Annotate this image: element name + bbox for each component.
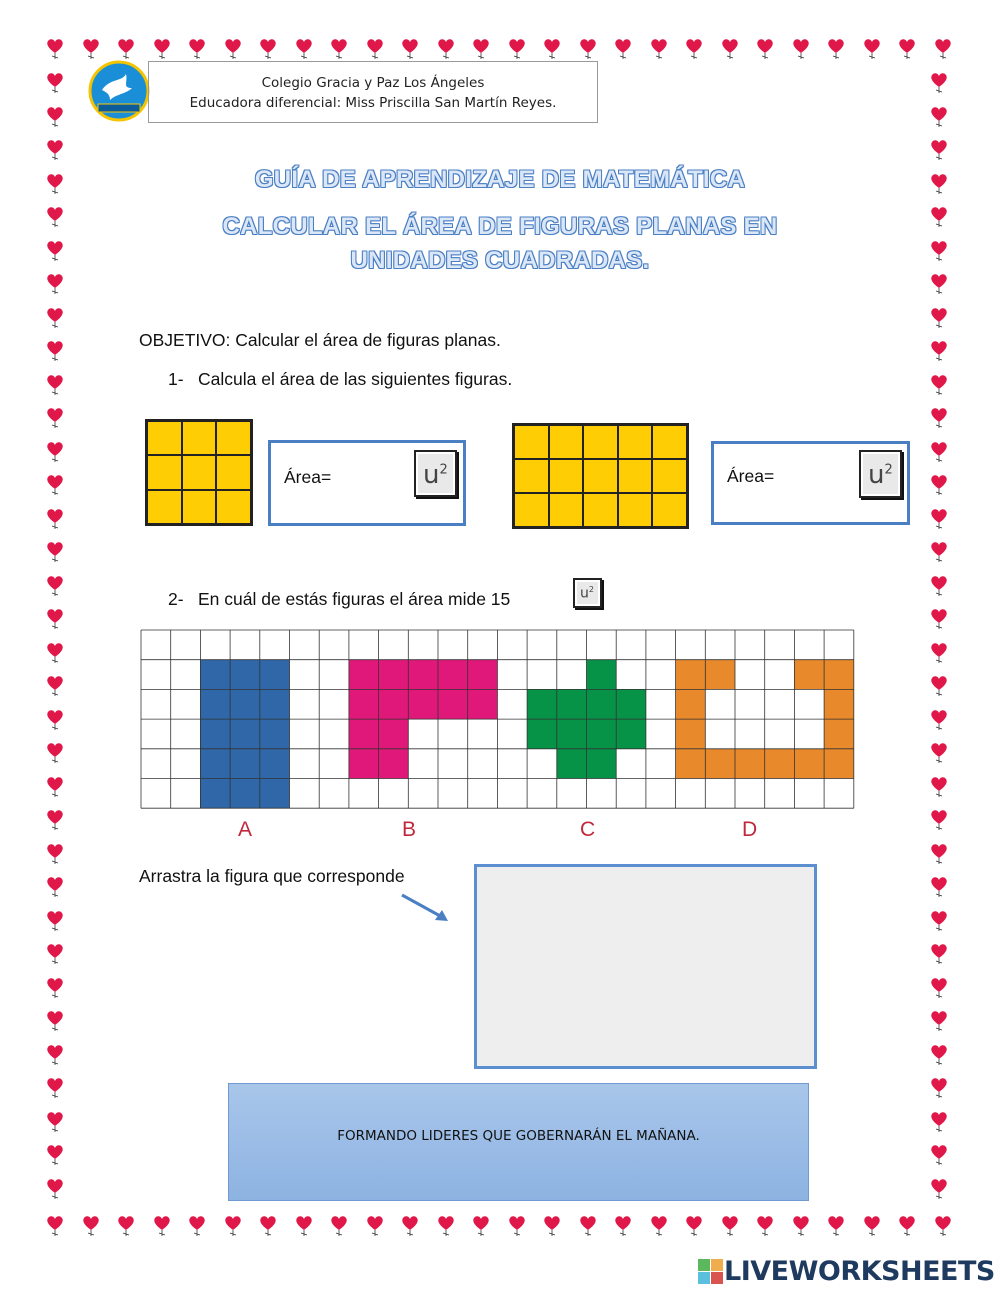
shape-a-cell [200,719,230,749]
shape-b-cell [438,660,468,690]
liveworksheets-logo-icon [698,1259,724,1285]
heart-icon [930,273,948,295]
heart-icon [46,910,64,932]
heart-icon [437,38,455,60]
heart-icon [930,307,948,329]
heart-icon [543,38,561,60]
unit-cell [652,493,687,527]
heart-icon [508,1215,526,1237]
heart-icon [930,943,948,965]
heart-icon [756,38,774,60]
shape-a-cell [200,749,230,779]
heart-icon [153,1215,171,1237]
question2-number: 2- [168,589,184,609]
heart-icon [188,38,206,60]
heart-icon [46,943,64,965]
question1-text: Calcula el área de las siguientes figuras. [198,369,513,389]
unit-square-badge-1 [414,450,457,497]
footer-text: FORMANDO LIDERES QUE GOBERNARÁN EL MAÑANA. [337,1128,700,1144]
shape-d-cell [824,749,854,779]
heart-icon [46,809,64,831]
heart-icon [46,1010,64,1032]
heart-icon [863,38,881,60]
heart-icon [930,709,948,731]
shape-c-cell [587,660,617,690]
heart-icon [46,709,64,731]
arrow-right-down-icon [398,890,454,926]
heart-icon [259,1215,277,1237]
shape-b-cell [379,719,409,749]
shape-a-cell [230,749,260,779]
heart-icon [46,876,64,898]
shape-d-cell [824,689,854,719]
heart-icon [792,1215,810,1237]
heart-icon [930,575,948,597]
heart-icon [46,642,64,664]
heart-icon [930,742,948,764]
heart-icon [930,977,948,999]
heart-icon [543,1215,561,1237]
heart-icon [366,1215,384,1237]
heart-icon [82,1215,100,1237]
shape-c-cell [587,719,617,749]
drop-zone[interactable] [474,864,817,1069]
heart-icon [930,474,948,496]
school-header [148,61,598,123]
heart-icon [46,474,64,496]
shape-a-cell [230,719,260,749]
shape-c-cell [527,719,557,749]
heart-icon [614,1215,632,1237]
heart-icon [46,106,64,128]
shape-c-cell [587,689,617,719]
heart-icon [153,38,171,60]
heart-icon [930,1010,948,1032]
heart-icon [721,38,739,60]
shape-d-cell [824,719,854,749]
shape-d-cell [824,660,854,690]
shape-d-cell [676,719,706,749]
shape-c-cell [616,689,646,719]
shape-d-cell [794,749,824,779]
heart-icon [930,340,948,362]
unit-cell [514,459,549,493]
unit-cell [583,459,618,493]
unit-cell [549,459,584,493]
unit-square-badge-2 [859,450,902,498]
shape-c-cell [557,719,587,749]
unit-exponent-1: 2 [439,462,448,478]
heart-icon [46,776,64,798]
heart-icon [930,1077,948,1099]
heart-icon [82,38,100,60]
shape-a-cell [260,660,290,690]
drag-instruction: Arrastra la figura que corresponde [139,866,405,886]
unit-cell [583,493,618,527]
heart-icon [46,441,64,463]
heart-icon [188,1215,206,1237]
heart-icon [930,106,948,128]
unit-cell [147,421,182,455]
heart-icon [930,876,948,898]
unit-letter-2: u [868,460,885,490]
heart-icon [930,1111,948,1133]
heart-icon [224,38,242,60]
unit-cell [583,425,618,459]
heart-icon [685,1215,703,1237]
unit-letter-1: u [423,460,440,490]
brand-name: LIVEWORKSHEETS [724,1256,995,1287]
school-name: Colegio Gracia y Paz Los Ángeles [261,75,485,91]
unit-cell [618,459,653,493]
shape-d-cell [676,689,706,719]
heart-icon [46,541,64,563]
unit-cell [182,421,217,455]
heart-icon [46,608,64,630]
heart-icon [295,38,313,60]
heart-icon [827,1215,845,1237]
square-figure-3x3 [145,419,253,526]
teacher-name: Educadora diferencial: Miss Priscilla San Martín Reyes. [189,95,557,111]
unit-cell [514,425,549,459]
shape-b-cell [379,749,409,779]
shape-b-cell [408,660,438,690]
objective-text: OBJETIVO: Calcular el área de figuras planas. [139,330,501,350]
shape-c-cell [557,689,587,719]
heart-icon [330,38,348,60]
shape-b-cell [438,689,468,719]
page-subtitle-line1: CALCULAR EL ÁREA DE FIGURAS PLANAS EN [222,213,778,240]
shape-a-cell [260,689,290,719]
shape-b-cell [468,689,498,719]
unit-cell [514,493,549,527]
unit-cell [147,490,182,524]
shape-d-cell [735,749,765,779]
option-letter-c: C [580,818,596,841]
question2-text: En cuál de estás figuras el área mide 15 [198,589,511,609]
heart-icon [930,675,948,697]
heart-icon [224,1215,242,1237]
heart-icon [46,575,64,597]
heart-icon [930,441,948,463]
shape-b-cell [349,719,379,749]
unit-cell [182,490,217,524]
heart-icon [934,1215,952,1237]
heart-icon [472,38,490,60]
heart-icon [46,374,64,396]
heart-icon [46,273,64,295]
shape-a-cell [260,779,290,809]
shape-b-cell [349,660,379,690]
unit-cell [216,421,251,455]
heart-icon [930,910,948,932]
heart-icon [579,1215,597,1237]
shape-d-cell [705,660,735,690]
unit-cell [618,493,653,527]
heart-icon [117,1215,135,1237]
shape-d-cell [765,749,795,779]
shape-c-cell [616,719,646,749]
area-answer-box-2[interactable] [711,441,910,525]
shape-b-cell [379,689,409,719]
heart-icon [930,508,948,530]
shape-d-cell [705,749,735,779]
heart-icon [898,1215,916,1237]
heart-icon [401,1215,419,1237]
heart-icon [330,1215,348,1237]
heart-icon [46,1044,64,1066]
heart-icon [46,742,64,764]
shape-a-cell [200,689,230,719]
area-label-2: Área= [727,466,775,486]
heart-icon [930,843,948,865]
dove-logo-icon [88,60,150,122]
question1-number: 1- [168,369,184,389]
shape-a-cell [230,689,260,719]
heart-icon [46,977,64,999]
heart-icon [614,38,632,60]
heart-icon [46,1077,64,1099]
shape-b-cell [349,689,379,719]
rectangle-figure-3x5 [512,423,689,529]
shape-c-cell [557,749,587,779]
heart-icon [46,1111,64,1133]
unit-cell [549,493,584,527]
heart-icon [46,340,64,362]
shape-a-cell [230,660,260,690]
heart-icon [46,1215,64,1237]
heart-icon [650,38,668,60]
area-answer-box-1[interactable] [268,440,466,526]
heart-icon [930,608,948,630]
heart-icon [930,776,948,798]
liveworksheets-brand [698,1256,995,1287]
heart-icon [46,1144,64,1166]
unit-cell [182,455,217,489]
heart-icon [930,809,948,831]
heart-icon [930,407,948,429]
unit-exponent-q2: 2 [588,585,594,594]
heart-icon [366,38,384,60]
shape-a-cell [230,779,260,809]
heart-icon [898,38,916,60]
option-letter-a: A [238,818,253,841]
shape-b-cell [408,689,438,719]
page-title: GUÍA DE APRENDIZAJE DE MATEMÁTICA [254,166,746,193]
heart-icon [685,38,703,60]
heart-icon [930,541,948,563]
shape-b-cell [349,749,379,779]
option-letter-b: B [402,818,417,841]
shapes-grid [140,629,856,809]
shape-b-cell [379,660,409,690]
heart-icon [46,508,64,530]
heart-icon [827,38,845,60]
heart-icon [401,38,419,60]
shape-a-cell [200,779,230,809]
shape-a-cell [260,749,290,779]
heart-icon [117,38,135,60]
heart-icon [508,38,526,60]
heart-icon [46,307,64,329]
heart-icon [930,642,948,664]
heart-icon [46,38,64,60]
heart-icon [930,374,948,396]
heart-icon [46,675,64,697]
area-label-1: Área= [284,467,332,487]
unit-letter-q2: u [580,585,589,602]
heart-icon [579,38,597,60]
unit-cell [652,425,687,459]
shape-c-cell [527,689,557,719]
heart-icon [259,38,277,60]
unit-cell [652,459,687,493]
shape-b-cell [468,660,498,690]
shape-d-cell [676,660,706,690]
heart-icon [437,1215,455,1237]
shape-a-cell [200,660,230,690]
heart-icon [295,1215,313,1237]
heart-icon [472,1215,490,1237]
shape-a-cell [260,719,290,749]
heart-icon [721,1215,739,1237]
heart-icon [930,139,948,161]
page-subtitle-line2: UNIDADES CUADRADAS. [350,247,650,274]
unit-exponent-2: 2 [884,462,893,478]
unit-cell [216,455,251,489]
heart-icon [46,72,64,94]
heart-icon [930,1178,948,1200]
heart-icon [934,38,952,60]
shape-d-cell [676,749,706,779]
unit-cell [549,425,584,459]
heart-icon [863,1215,881,1237]
heart-icon [46,843,64,865]
heart-icon [650,1215,668,1237]
unit-square-badge-q2 [573,578,602,608]
heart-icon [930,72,948,94]
heart-icon [930,1144,948,1166]
unit-cell [147,455,182,489]
shape-d-cell [794,660,824,690]
heart-icon [46,407,64,429]
heart-icon [792,38,810,60]
unit-cell [216,490,251,524]
shape-c-cell [587,749,617,779]
heart-icon [46,1178,64,1200]
footer-banner [228,1083,809,1201]
option-letter-d: D [742,818,758,841]
unit-cell [618,425,653,459]
heart-icon [930,1044,948,1066]
heart-icon [756,1215,774,1237]
heart-icon [46,139,64,161]
